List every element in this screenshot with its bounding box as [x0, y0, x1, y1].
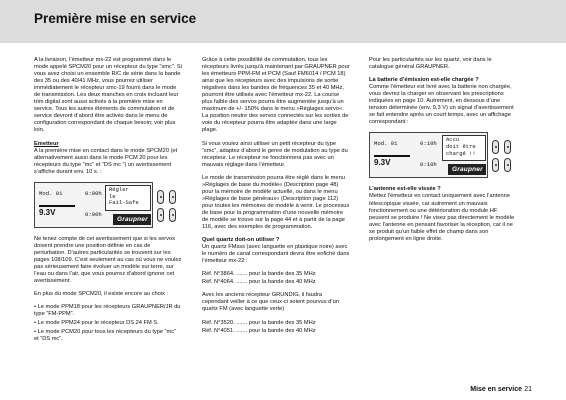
brand-text: Graupner	[117, 215, 148, 223]
voltage-readout: 9.3V	[39, 207, 56, 217]
paragraph: Pour les particularités sur les quartz, voir dans le catalogue général GRAUPNER.	[369, 57, 492, 71]
paragraph: Mettez l’émetteur en contact uniquement avec l’antenne télescopique vissée, car autrement un mauvais fonctionnement ou une détérioration du module HF peuvent se produire ! Ne visez pas directement le modèle avec l’antenne en pensant favoriser la réception, car il ne se produit qu’un faible effet de champ dans son prolongement en ligne droite.	[369, 193, 515, 242]
footer-section-label: Mise en service	[470, 386, 522, 393]
heading-emetteur: Emetteur	[34, 140, 59, 147]
heading-antenne: L’antenne est-elle vissée ?	[369, 186, 441, 193]
paragraph: Ne tenez compte de cet avertissement que si les servos doivent prendre une position définie en cas de perturbation. D’autres particularités se trouvent sur les pages 108/109. C’est seulement au cas où vous ne voulez pas sérieusement faire évoluer un modèle sur terre, sur l’eau ou dans l’air, que vous pourrez d’abord ignorer cet avertissement.	[34, 235, 182, 285]
trim-icon	[504, 140, 511, 154]
warning-line: Fail-Safe	[109, 199, 139, 207]
list-item: • Le mode PPM18 pour les récepteurs GRAUPNER/JR du type “FM-PPM”.	[34, 304, 181, 318]
list-item: • Le mode PPM24 pour le récepteur DS 24 FM S.	[34, 320, 159, 327]
paragraph: A la livraison, l’émetteur mx-22 est programmé dans le mode appelé SPCM20 pour un récepteur du type “smc”. Si vous avez choisi un ensemble R/C de série dans la bande des 35 ou des 40/41 MHz, vous pourrez utiliser immédiatement le récepteur smc-19 fourni dans le mode de transmission. Les deux manches en croix incluant leur trim digital sont aussi activés à la première mise en service. Tous les autres éléments de commutation et de service devront d’abord être activés dans le menu de configuration correspondant de chaque besoin; voir plus loin.	[34, 57, 182, 134]
trim-icon	[157, 190, 164, 204]
trim-icon	[169, 190, 176, 204]
paragraph: Si vous voulez ainsi utiliser un petit récepteur du type “smc”, adaptez d’abord le genre de modulation au type du récepteur. Le récepteur ne fonctionnera pas avec un mauvais réglage dans l’émetteur.	[202, 140, 348, 168]
reference-line: Réf. N°4051. ....... pour la bande des 40 MHz	[202, 327, 316, 334]
warning-line: chargé !!	[446, 150, 476, 158]
status-bar	[374, 155, 410, 157]
list-item: • Le mode PCM20 pour tous les récepteurs du type “mc” et “DS mc”.	[34, 329, 177, 343]
lcd-screen	[369, 132, 488, 178]
paragraph: Le mode de transmission pourra être réglé dans le menu »Réglages de base du modèle« (Description page 48) pour la mémoire de modèle actuelle, ou dans le menu »Réglages de base généraux« (Description page 112) pour toutes les mémoires de modèle à venir. Le processus de base pour la programmation d’une nouvelle mémoire de modèle se trouve sur la page 44 et à partir de la page 116, avec des exemples de programmation.	[202, 174, 350, 231]
column-2	[202, 57, 350, 341]
lcd-screen	[34, 182, 153, 228]
brand-logo	[448, 164, 486, 175]
brand-logo	[113, 214, 151, 225]
reference-line: Réf. N°4064. ....... pour la bande des 40 MHz	[202, 279, 316, 286]
warning-line: Accu	[446, 136, 460, 144]
paragraph: Avec les anciens récepteur GRUNDIG, il faudra cependant veiller à ce que ceux-ci soient pourvus d’un quartz FM (avec languette verte)	[202, 292, 339, 313]
timer-top: 0:10h	[420, 140, 437, 148]
reference-line: Réf. N°3864. ....... pour la bande des 35 MHz	[202, 271, 316, 278]
trim-icon	[157, 208, 164, 222]
trim-icon	[504, 158, 511, 172]
trim-indicators	[490, 138, 517, 172]
trim-indicators	[155, 188, 182, 222]
warning-box	[442, 135, 486, 161]
warning-line: le	[109, 192, 116, 200]
column-3	[369, 57, 517, 249]
timer-bottom: 0:00h	[85, 210, 102, 218]
heading-batterie: La batterie d’émission est-elle chargée ?	[369, 77, 479, 84]
paragraph: Grâce à cette possibilité de commutation, tous les récepteurs livrés jusqu’à maintenant par GRAUPNER pour les émetteurs PPM-FM et PCM (Sauf FM6014 / PCM 18) ainsi que les récepteurs avec des impulsions de sortie négatives dans les bandes de fréquences 35 et 40 MHz, pourront être utilisés avec l’émetteur mx-22. La course plus faible des servos pourra être augmentée jusqu’à un maximum de +/- 150% dans le menu »Réglages servo«. La position neutre des servos connectés sur les sorties de voie du récepteur pourra être adaptée dans une large plage.	[202, 57, 350, 134]
column-1	[34, 57, 182, 345]
display-failsafe-warning	[34, 182, 182, 228]
page-header-band	[0, 0, 566, 43]
status-bar	[39, 205, 75, 207]
trim-icon	[492, 140, 499, 154]
reference-line: Réf. N°3520. ....... pour la bande des 35 MHz	[202, 319, 316, 326]
warning-line: doit être	[446, 143, 476, 151]
paragraph: A la première mise en contact dans le mode SPCM20 (et alternativement aussi dans le mode PCM 20 pour les récepteurs du type “mc” et “DS mc ”) un avertissement s’affiche durant env. 10 s. :	[34, 147, 178, 175]
trim-icon	[492, 158, 499, 172]
heading-quartz: Quel quartz doit-on utiliser ?	[202, 237, 280, 244]
model-label: Mod. 01	[374, 140, 398, 148]
timer-top: 0:00h	[85, 189, 102, 197]
page-footer	[0, 382, 566, 400]
paragraph: Comme l’émetteur est livré avec la batterie non chargée, vous devrez la charger en observant les prescriptions indiquées en page 10. Autrement, en dessous d’une tension déterminée (env. 9,3 V) un signal d’avertissement se fait entendre après un court temps, avec un affichage correspondant :	[369, 84, 514, 126]
voltage-readout: 9.3V	[374, 158, 391, 168]
warning-box	[105, 185, 151, 211]
timer-bottom: 0:10h	[420, 161, 437, 169]
warning-line: Régler	[109, 185, 129, 193]
paragraph: En plus du mode SPCM20, il existe encore au choix :	[34, 291, 169, 298]
model-label: Mod. 01	[39, 189, 63, 197]
page-title: Première mise en service	[34, 11, 197, 26]
page-number: 21	[524, 386, 532, 393]
paragraph: Un quartz FMsss (avec languette en plastique noire) avec le numéro de canal correspondant devra être enfiché dans l’émetteur mx-22 :	[202, 244, 350, 265]
brand-text: Graupner	[452, 166, 483, 174]
display-battery-warning	[369, 132, 517, 178]
trim-icon	[169, 208, 176, 222]
